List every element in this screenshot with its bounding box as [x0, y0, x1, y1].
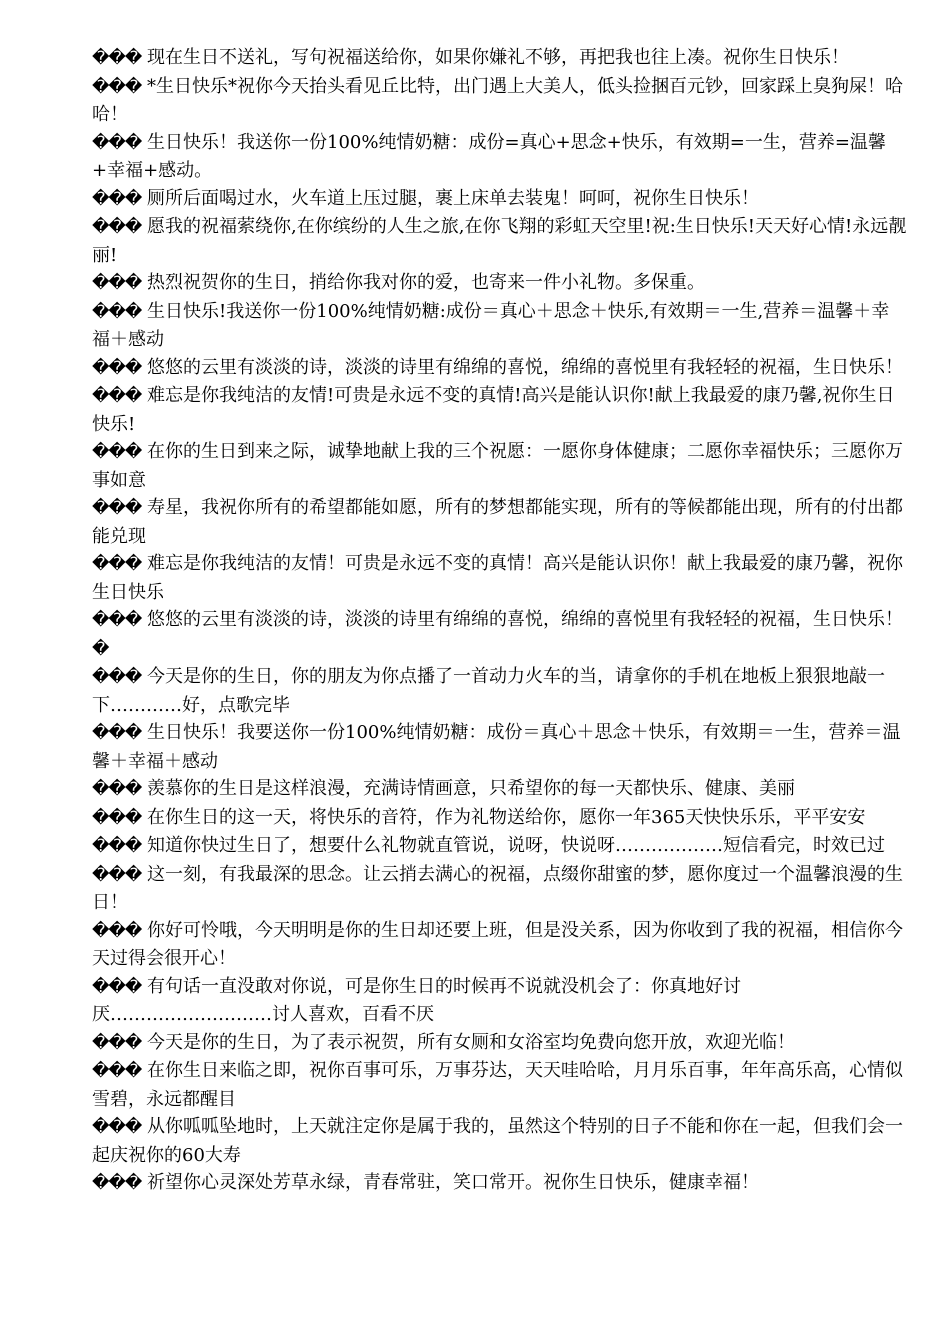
paragraph-text: 从你呱呱坠地时，上天就注定你是属于我的，虽然这个特别的日子不能和你在一起，但我们会一起庆祝你的60大寿	[92, 1116, 904, 1166]
paragraph-text: 今天是你的生日，为了表示祝贺，所有女厕和女浴室均免费向您开放，欢迎光临！	[147, 1031, 796, 1053]
garbled-bullet: ���	[92, 357, 142, 378]
paragraph-text: 难忘是你我纯洁的友情!可贵是永远不变的真情!高兴是能认识你!献上我最爱的康乃馨,祝你生日快乐!	[92, 385, 895, 435]
garbled-bullet: ���	[92, 188, 142, 209]
paragraph-text: 有句话一直没敢对你说，可是你生日的时候再不说就没机会了：你真地好讨厌………………………讨人喜欢，百看不厌	[92, 975, 742, 1025]
paragraph	[92, 606, 907, 635]
paragraph	[92, 73, 907, 129]
garbled-bullet: ���	[92, 920, 142, 941]
garbled-bullet: ���	[92, 442, 142, 462]
garbled-bullet: ���	[92, 273, 142, 293]
paragraph	[92, 663, 907, 719]
paragraph-text: 生日快乐！我送你一份100%纯情奶糖：成份=真心+思念+快乐，有效期=一生，营养=温馨+幸福+感动。	[92, 131, 886, 181]
paragraph	[92, 494, 907, 550]
garbled-bullet: ���	[92, 807, 142, 828]
garbled-bullet: ���	[92, 48, 142, 68]
paragraph	[92, 213, 907, 269]
paragraph-text: 在你生日来临之即，祝你百事可乐，万事芬达，天天哇哈哈，月月乐百事，年年高乐高，心情似雪碧，永远都醒目	[92, 1060, 904, 1110]
paragraph-text: 难忘是你我纯洁的友情！可贵是永远不变的真情！高兴是能认识你！献上我最爱的康乃馨，祝你生日快乐	[92, 553, 904, 603]
paragraph-text: 悠悠的云里有淡淡的诗，淡淡的诗里有绵绵的喜悦，绵绵的喜悦里有我轻轻的祝福，生日快乐！	[147, 609, 904, 630]
paragraph-text: *生日快乐*祝你今天抬头看见丘比特，出门遇上大美人，低头捡捆百元钞，回家踩上臭狗屎！哈哈！	[92, 75, 904, 125]
paragraph	[92, 438, 907, 494]
paragraph-text: 祈望你心灵深处芳草永绿，青春常驻，笑口常开。祝你生日快乐，健康幸福！	[147, 1172, 760, 1193]
paragraph	[92, 550, 907, 606]
garbled-bullet: ���	[92, 779, 142, 799]
garbled-bullet: ���	[92, 498, 142, 518]
garbled-bullet: ���	[92, 1173, 142, 1193]
lone-marker-line	[92, 635, 907, 664]
paragraph-text: 在你的生日到来之际，诚挚地献上我的三个祝愿：一愿你身体健康；二愿你幸福快乐；三愿你万事如意	[92, 441, 904, 491]
garbled-bullet: ���	[92, 386, 142, 406]
garbled-bullet: ���	[92, 76, 142, 97]
paragraph-text: 厕所后面喝过水，火车道上压过腿，裹上床单去装鬼！呵呵，祝你生日快乐！	[147, 187, 760, 209]
paragraph	[92, 973, 907, 1029]
paragraph	[92, 44, 907, 73]
paragraph-text: 生日快乐！我要送你一份100%纯情奶糖：成份＝真心＋思念＋快乐，有效期＝一生，营养＝温馨＋幸福＋感动	[92, 722, 901, 772]
garbled-bullet: ���	[92, 554, 142, 574]
paragraph-text: 现在生日不送礼，写句祝福送给你，如果你嫌礼不够，再把我也往上凑。祝你生日快乐！	[147, 47, 850, 68]
paragraph-text: 生日快乐!我送你一份100%纯情奶糖:成份＝真心＋思念＋快乐,有效期＝一生,营养＝温馨＋幸福＋感动	[92, 300, 890, 350]
paragraph	[92, 861, 907, 917]
garbled-bullet: ���	[92, 836, 142, 856]
garbled-bullet: ���	[92, 132, 142, 153]
paragraph	[92, 1057, 907, 1113]
garbled-bullet: ���	[92, 667, 142, 687]
garbled-bullet: ���	[92, 217, 142, 237]
paragraph-text: 愿我的祝福萦绕你,在你缤纷的人生之旅,在你飞翔的彩虹天空里!祝:生日快乐!天天好心情!永远靓丽!	[92, 216, 907, 266]
garbled-bullet: ���	[92, 301, 142, 322]
paragraph	[92, 185, 907, 214]
paragraph	[92, 775, 907, 804]
paragraph	[92, 382, 907, 438]
paragraph	[92, 832, 907, 861]
garbled-bullet: ���	[92, 610, 142, 630]
garbled-bullet: ���	[92, 976, 142, 997]
paragraph-text: 知道你快过生日了，想要什么礼物就直管说，说呀，快说呀………………短信看完，时效已过	[147, 835, 886, 856]
paragraph	[92, 917, 907, 973]
garbled-bullet: ���	[92, 1117, 142, 1137]
paragraph	[92, 354, 907, 383]
paragraph-text: 你好可怜哦，今天明明是你的生日却还要上班，但是没关系，因为你收到了我的祝福，相信你今天过得会很开心！	[92, 919, 904, 969]
garbled-bullet: �	[92, 638, 109, 659]
paragraph	[92, 1029, 907, 1058]
paragraph-text: 热烈祝贺你的生日，捎给你我对你的爱，也寄来一件小礼物。多保重。	[147, 272, 706, 293]
paragraph	[92, 1169, 907, 1198]
paragraph-text: 寿星，我祝你所有的希望都能如愿，所有的梦想都能实现，所有的等候都能出现，所有的付出都能兑现	[92, 497, 904, 547]
paragraph-text: 羡慕你的生日是这样浪漫，充满诗情画意，只希望你的每一天都快乐、健康、美丽	[147, 778, 796, 799]
paragraph	[92, 298, 907, 354]
garbled-bullet: ���	[92, 864, 142, 885]
paragraph-text: 今天是你的生日，你的朋友为你点播了一首动力火车的当，请拿你的手机在地板上狠狠地敲一下…………好，点歌完毕	[92, 666, 886, 716]
paragraph	[92, 269, 907, 298]
paragraph	[92, 804, 907, 833]
paragraph	[92, 129, 907, 185]
garbled-bullet: ���	[92, 1061, 142, 1081]
garbled-bullet: ���	[92, 1032, 142, 1053]
paragraph-text: 这一刻，有我最深的思念。让云捎去满心的祝福，点缀你甜蜜的梦，愿你度过一个温馨浪漫的生日！	[92, 863, 904, 913]
paragraph-text: 在你生日的这一天，将快乐的音符，作为礼物送给你，愿你一年365天快快乐乐，平平安安	[147, 806, 866, 828]
paragraph	[92, 1113, 907, 1169]
document-page	[92, 44, 907, 1198]
paragraph	[92, 719, 907, 775]
paragraph-text: 悠悠的云里有淡淡的诗，淡淡的诗里有绵绵的喜悦，绵绵的喜悦里有我轻轻的祝福，生日快乐！	[147, 356, 904, 378]
garbled-bullet: ���	[92, 723, 142, 743]
